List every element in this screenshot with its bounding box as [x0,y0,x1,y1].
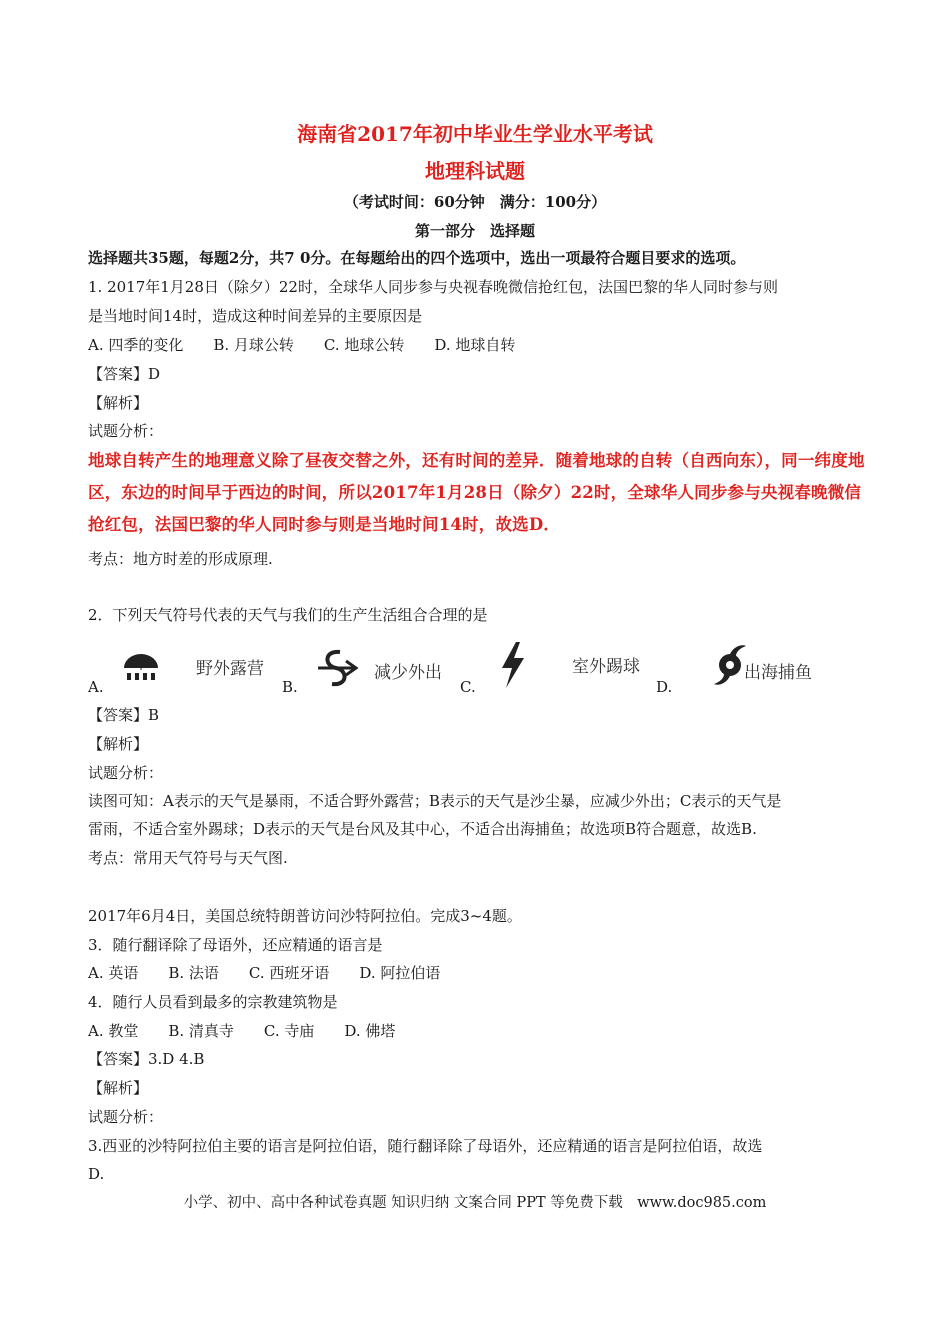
q2-analysis-line2: 雷雨，不适合室外踢球；D表示的天气是台风及其中心，不适合出海捕鱼；故选项B符合题意，故选B. [88,820,757,838]
thunderstorm-icon [494,640,530,690]
q2-analysis-line1: 读图可知：A表示的天气是暴雨，不适合野外露营；B表示的天气是沙尘暴，应减少外出；C表示的天气是 [88,792,782,810]
q2-analysis-label: 【解析】 [88,735,149,753]
q2-stem: 2．下列天气符号代表的天气与我们的生产生活组合合理的是 [88,606,488,624]
instructions: 选择题共35题，每题2分，共7 0分。在每题给出的四个选项中，选出一项最符合题目要求的选项。 [88,249,746,267]
q1-options: A. 四季的变化 B. 月球公转 C. 地球公转 D. 地球自转 [88,336,516,354]
q34-analysis-head: 试题分析： [88,1108,164,1126]
option-b-label: B. [282,678,298,696]
q4-stem: 4．随行人员看到最多的宗教建筑物是 [88,993,338,1011]
q1-stem-line1: 1. 2017年1月28日（除夕）22时，全球华人同步参与央视春晚微信抢红包，法国巴黎的华人同时参与则 [88,278,778,296]
option-a-activity: 野外露营 [196,659,264,679]
q34-analysis-line1: 3.西亚的沙特阿拉伯主要的语言是阿拉伯语，随行翻译除了母语外，还应精通的语言是阿拉伯语，故选 [88,1137,763,1155]
subject-title: 地理科试题 [425,159,525,183]
q3-options: A. 英语 B. 法语 C. 西班牙语 D. 阿拉伯语 [88,964,441,982]
exam-info: （考试时间：60分钟 满分：100分） [343,193,607,211]
option-a-label: A. [88,678,104,696]
q34-answer: 【答案】3.D 4.B [88,1050,205,1068]
option-c-label: C. [460,678,476,696]
q1-analysis-line1: 地球自转产生的地理意义除了昼夜交替之外，还有时间的差异．随着地球的自转（自西向东），同一纬度地 [88,451,865,470]
option-c-activity: 室外踢球 [572,657,640,677]
q2-answer: 【答案】B [88,706,160,724]
q1-analysis-label: 【解析】 [88,394,149,412]
q34-analysis-label: 【解析】 [88,1079,149,1097]
option-d-activity: 出海捕鱼 [744,663,812,683]
exam-title: 海南省2017年初中毕业生学业水平考试 [297,122,653,146]
page-footer: 小学、初中、高中各种试卷真题 知识归纳 文案合同 PPT 等免费下载 www.doc985.com [183,1195,767,1211]
q4-options: A. 教堂 B. 清真寺 C. 寺庙 D. 佛塔 [88,1022,396,1040]
q1-analysis-line2: 区，东边的时间早于西边的时间，所以2017年1月28日（除夕）22时，全球华人同步参与央视春晚微信 [88,483,862,502]
q34-intro: 2017年6月4日，美国总统特朗普访问沙特阿拉伯。完成3~4题。 [88,907,522,925]
q1-analysis-head: 试题分析： [88,422,164,440]
option-d-label: D. [656,678,673,696]
q1-analysis-line3: 抢红包，法国巴黎的华人同时参与则是当地时间14时，故选D． [88,515,561,534]
heavy-rain-icon [118,648,164,688]
q1-answer: 【答案】D [88,365,161,383]
q3-stem: 3．随行翻译除了母语外，还应精通的语言是 [88,936,383,954]
weather-symbol-options [88,640,868,700]
q1-kaodian: 考点：地方时差的形成原理. [88,550,273,568]
option-b-activity: 减少外出 [374,663,442,683]
sandstorm-icon [314,646,360,690]
q1-stem-line2: 是当地时间14时，造成这种时间差异的主要原因是 [88,307,423,325]
q2-kaodian: 考点：常用天气符号与天气图. [88,849,288,867]
q2-analysis-head: 试题分析： [88,764,164,782]
q34-analysis-line2: D. [88,1165,105,1183]
part-heading: 第一部分 选择题 [414,222,535,240]
